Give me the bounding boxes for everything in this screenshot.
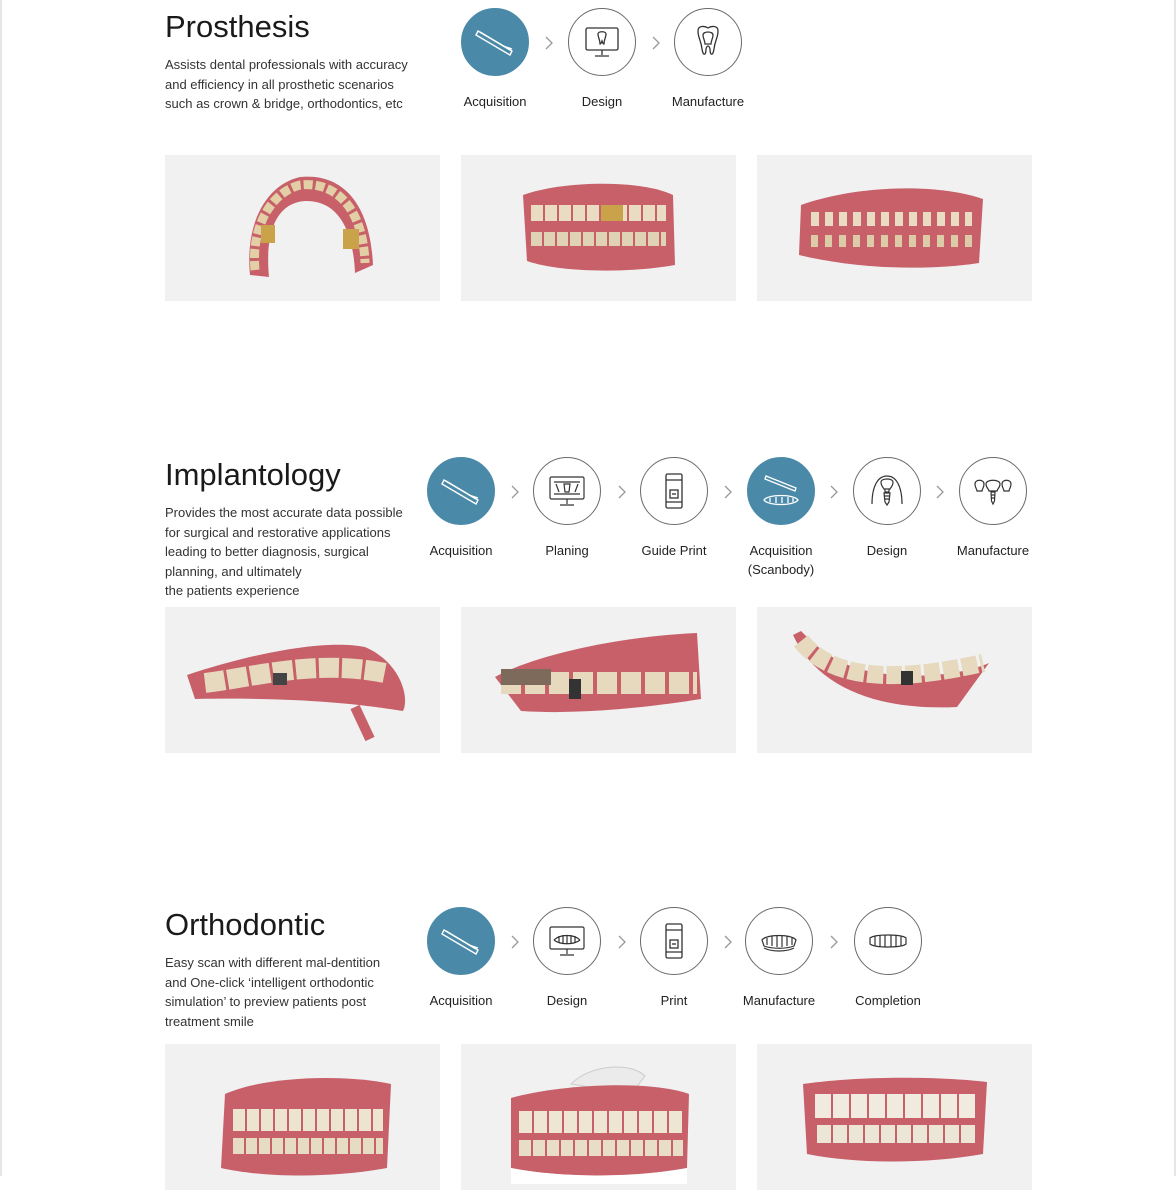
step-acquisition[interactable]: [435, 8, 555, 111]
scan-implant-arch-image: [757, 607, 1032, 753]
section-title: Prosthesis: [165, 9, 310, 44]
implant-bridge-icon: [959, 457, 1027, 525]
tooth-crown-icon: [674, 8, 742, 76]
step-print[interactable]: [614, 907, 734, 1010]
step-completion[interactable]: [828, 907, 948, 1010]
scanner-icon: [427, 907, 495, 975]
scan-implant-side-image: [461, 607, 736, 753]
section-description: Easy scan with different mal-dentition and One-click ‘intelligent orthodontic simulation’ to preview patients post treatment smile: [165, 955, 381, 1029]
step-manufacture[interactable]: [648, 8, 768, 111]
aligner-icon: [854, 907, 922, 975]
step-manufacture[interactable]: [719, 907, 839, 1010]
step-label: Acquisition (Scanbody): [747, 543, 815, 577]
page-edge-left: [0, 0, 2, 1176]
step-acquisition[interactable]: [401, 457, 521, 560]
step-design[interactable]: [827, 457, 947, 560]
printer-icon: [640, 907, 708, 975]
scan-bite-front-image: [461, 155, 736, 301]
section-title: Orthodontic: [165, 907, 326, 942]
scan-implant-occlusal-image: [165, 607, 440, 753]
scan-ortho-result-image: [757, 1044, 1032, 1190]
step-label: Guide Print: [641, 543, 707, 558]
scan-malocclusion-image: [165, 1044, 440, 1190]
step-label: Acquisition: [429, 993, 493, 1008]
step-label: Manufacture: [956, 543, 1030, 558]
aligner-model-icon: [745, 907, 813, 975]
step-label: Print: [660, 993, 688, 1008]
monitor-aligner-icon: [533, 907, 601, 975]
printer-icon: [640, 457, 708, 525]
step-label: Manufacture: [671, 94, 745, 109]
step-label: Acquisition: [429, 543, 493, 558]
section-description: Provides the most accurate data possible for surgical and restorative applications leading to better diagnosis, surgical planning, and ultimately the patients experience: [165, 505, 403, 598]
scanner-icon: [461, 8, 529, 76]
step-label: Planing: [545, 543, 589, 558]
step-guide-print[interactable]: [614, 457, 734, 560]
monitor-tooth-icon: [568, 8, 636, 76]
step-planing[interactable]: [507, 457, 627, 560]
step-label: Design: [546, 993, 588, 1008]
scanner-icon: [427, 457, 495, 525]
step-label: Design: [581, 94, 623, 109]
scanner-scanbody-icon: [747, 457, 815, 525]
monitor-implant-icon: [533, 457, 601, 525]
step-label: Acquisition: [463, 94, 527, 109]
step-manufacture[interactable]: [933, 457, 1053, 560]
implant-tooth-icon: [853, 457, 921, 525]
step-design[interactable]: [542, 8, 662, 111]
scan-ortho-bite-image: [461, 1044, 736, 1190]
step-acquisition[interactable]: [401, 907, 521, 1010]
section-description: Assists dental professionals with accuracy and efficiency in all prosthetic scenarios such as crown & bridge, orthodontics, etc: [165, 57, 408, 111]
section-title: Implantology: [165, 457, 341, 492]
step-acquisition-scanbody[interactable]: [721, 457, 841, 579]
step-label: Completion: [855, 993, 921, 1008]
step-label: Manufacture: [742, 993, 816, 1008]
scan-bite-side-image: [757, 155, 1032, 301]
scan-arch-occlusal-image: [165, 155, 440, 301]
step-label: Design: [866, 543, 908, 558]
step-design[interactable]: [507, 907, 627, 1010]
